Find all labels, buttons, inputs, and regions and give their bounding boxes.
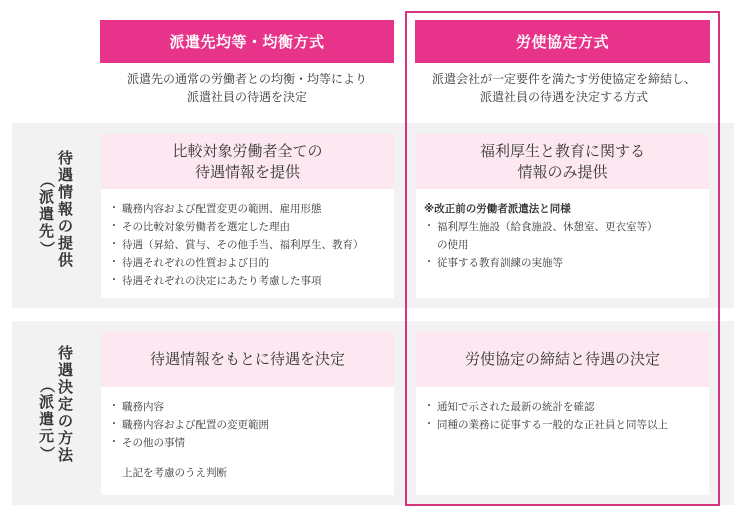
row-label-char: 元 (38, 427, 54, 445)
row-label-char: 遇 (58, 361, 74, 379)
row-label-char: 派 (38, 188, 54, 206)
list-item: ・ 従事する教育訓練の実施等 (426, 254, 709, 272)
row-label-char: 待 (58, 149, 74, 167)
row-label-char: 方 (58, 429, 74, 447)
list-item-continuation: の使用 (437, 239, 469, 251)
list-item: ・ 待遇それぞれの性質および目的 (111, 254, 394, 272)
row-label-info-provision (30, 150, 82, 300)
list-item: ・ 職務内容および配置の変更範囲 (111, 416, 394, 434)
list-item: ・ 通知で示された最新の統計を確認 (426, 398, 709, 416)
list-item: ・ 待遇（昇給、賞与、その他手当、福利厚生、教育） (111, 236, 394, 254)
list-item: ・ その他の事情 (111, 434, 394, 452)
column-description-equal-balance: 派遣先の通常の労働者との均衡・均等により 派遣社員の待遇を決定 (126, 72, 367, 104)
row-label-char: 遣 (38, 410, 54, 428)
row-label-sub (39, 172, 54, 300)
row-label-char: ） (37, 445, 56, 462)
cell-info-equal-balance (101, 134, 394, 298)
column-highlight-frame (405, 11, 720, 506)
column-description-labor-agreement: 派遣会社が一定要件を満たす労使協定を締結し、 派遣社員の待遇を決定する方式 (431, 72, 696, 104)
row-label-char: 遣 (38, 205, 54, 223)
row-label-char: 決 (58, 378, 74, 396)
cell-title: 待遇情報をもとに待遇を決定 (101, 332, 394, 387)
row-label-char: 待 (58, 344, 74, 362)
cell-title: 福利厚生と教育に関する 情報のみ提供 (416, 134, 709, 189)
row-label-char: 供 (58, 251, 74, 269)
row-label-char: 法 (58, 446, 74, 464)
row-label-decision-method (30, 345, 82, 495)
cell-item-list (101, 387, 394, 452)
cell-item-list (101, 189, 394, 290)
row-label-char: 提 (58, 234, 74, 252)
row-label-char: の (58, 217, 74, 235)
row-label-char: 定 (58, 395, 74, 413)
list-item: ・ 待遇それぞれの決定にあたり考慮した事項 (111, 272, 394, 290)
row-label-main (58, 150, 73, 300)
row-label-char: 派 (38, 393, 54, 411)
row-label-char: の (58, 412, 74, 430)
list-item: ・ 同種の業務に従事する一般的な正社員と同等以上 (426, 416, 709, 434)
row-label-char: 報 (58, 200, 74, 218)
column-header-equal-balance: 派遣先均等・均衡方式 (100, 20, 394, 63)
row-label-main (58, 345, 73, 495)
cell-method-equal-balance (101, 332, 394, 495)
row-label-sub (39, 377, 54, 495)
row-label-char: （ (37, 172, 56, 189)
list-item: ・ 職務内容 (111, 398, 394, 416)
row-label-char: ） (37, 240, 56, 257)
list-item: ・ 職務内容および配置変更の範囲、雇用形態 (111, 200, 394, 218)
column-header-labor-agreement: 労使協定方式 (415, 20, 710, 63)
row-label-char: 遇 (58, 166, 74, 184)
row-label-char: 情 (58, 183, 74, 201)
cell-note: ※改正前の労働者派遣法と同様 (424, 203, 571, 215)
row-label-char: （ (37, 377, 56, 394)
cell-footer: 上記を考慮のうえ判断 (122, 467, 227, 479)
cell-title: 比較対象労働者全ての 待遇情報を提供 (101, 134, 394, 189)
cell-title: 労使協定の締結と待遇の決定 (416, 332, 709, 387)
list-item: ・ 福利厚生施設（給食施設、休憩室、更衣室等） (426, 218, 709, 236)
list-item: ・ その比較対象労働者を選定した理由 (111, 218, 394, 236)
row-label-char: 先 (38, 222, 54, 240)
